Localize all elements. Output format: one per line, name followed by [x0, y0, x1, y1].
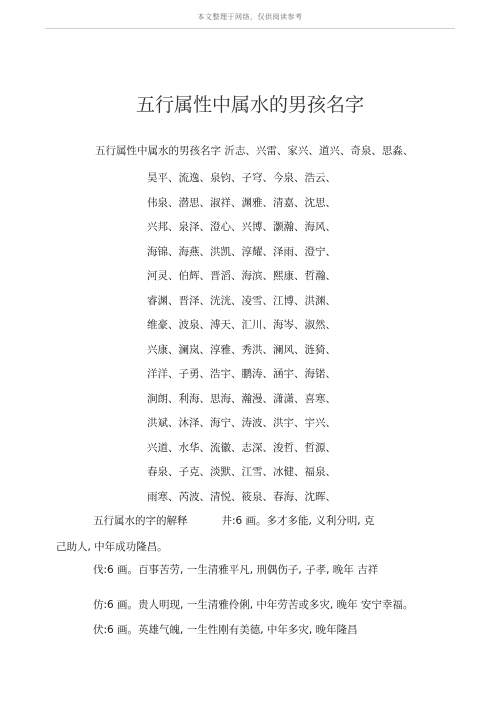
name-list-item: 雨寒、芮波、清悦、筱泉、春海、沈晖、 — [147, 490, 336, 503]
explanation-fa: 伐:6 画。百事苦劳, 一生清雅平凡, 刑偶伤子, 子孝, 晚年 吉祥 — [93, 564, 379, 576]
name-list-item: 兴邦、泉泽、澄心、兴博、灏瀚、海风、 — [147, 221, 336, 233]
name-list-item: 睿渊、晋泽、洸洸、凌雪、江博、洪渊、 — [147, 294, 336, 307]
name-list-item: 涧朗、利海、思海、瀚漫、潇潇、喜寒、 — [147, 392, 336, 405]
name-list — [147, 166, 336, 509]
name-list-item: 兴康、澜岚、淳雅、秀洪、澜风、涟猗、 — [147, 343, 336, 356]
intro-line: 五行属性中属水的男孩名字 沂志、兴雷、家兴、道兴、奇泉、思淼、 — [95, 145, 414, 157]
name-list-item: 河灵、伯辉、晋滔、海滨、熙康、哲瀚、 — [147, 270, 336, 282]
name-list-item: 洋洋、子勇、浩宇、鹏涛、涵宇、海锘、 — [147, 368, 336, 380]
name-list-item: 春泉、子克、淡默、江雪、冰健、福泉、 — [147, 466, 336, 478]
name-list-item: 兴道、水华、流徽、志深、浚哲、哲源、 — [147, 441, 336, 454]
explanation-label: 五行属水的字的解释 — [93, 515, 188, 527]
explanation-jing: 井:6 画。多才多能, 义利分明, 克 — [221, 515, 375, 527]
explanation-jing-line — [93, 513, 374, 528]
name-list-item: 洪斌、沐泽、海宁、涛波、洪宇、宇兴、 — [147, 417, 336, 429]
header-note: 本文整理于网络，仅供阅读参考 — [197, 13, 303, 21]
explanation-fu: 伏:6 画。英雄气魄, 一生性刚有美德, 中年多灾, 晚年隆昌 — [93, 624, 358, 636]
explanation-jing-continued: 己助人, 中年成功隆昌。 — [56, 541, 168, 553]
name-list-item: 海锦、海燕、洪凯、淳耀、泽雨、澄宁、 — [147, 245, 336, 258]
explanation-fang: 仿:6 画。贵人明现, 一生清雅伶俐, 中年劳苦或多灾, 晚年 安宁幸福。 — [93, 599, 414, 611]
name-list-item: 维豪、波泉、溥天、汇川、海岑、淑然、 — [147, 319, 336, 331]
header-divider — [45, 28, 455, 29]
name-list-item: 昊平、流逸、泉钧、子穹、今泉、浩云、 — [147, 172, 336, 184]
page-title: 五行属性中属水的男孩名字 — [135, 93, 364, 116]
name-list-item: 伟泉、潜思、淑祥、渊雅、清嘉、沈思、 — [147, 196, 336, 209]
